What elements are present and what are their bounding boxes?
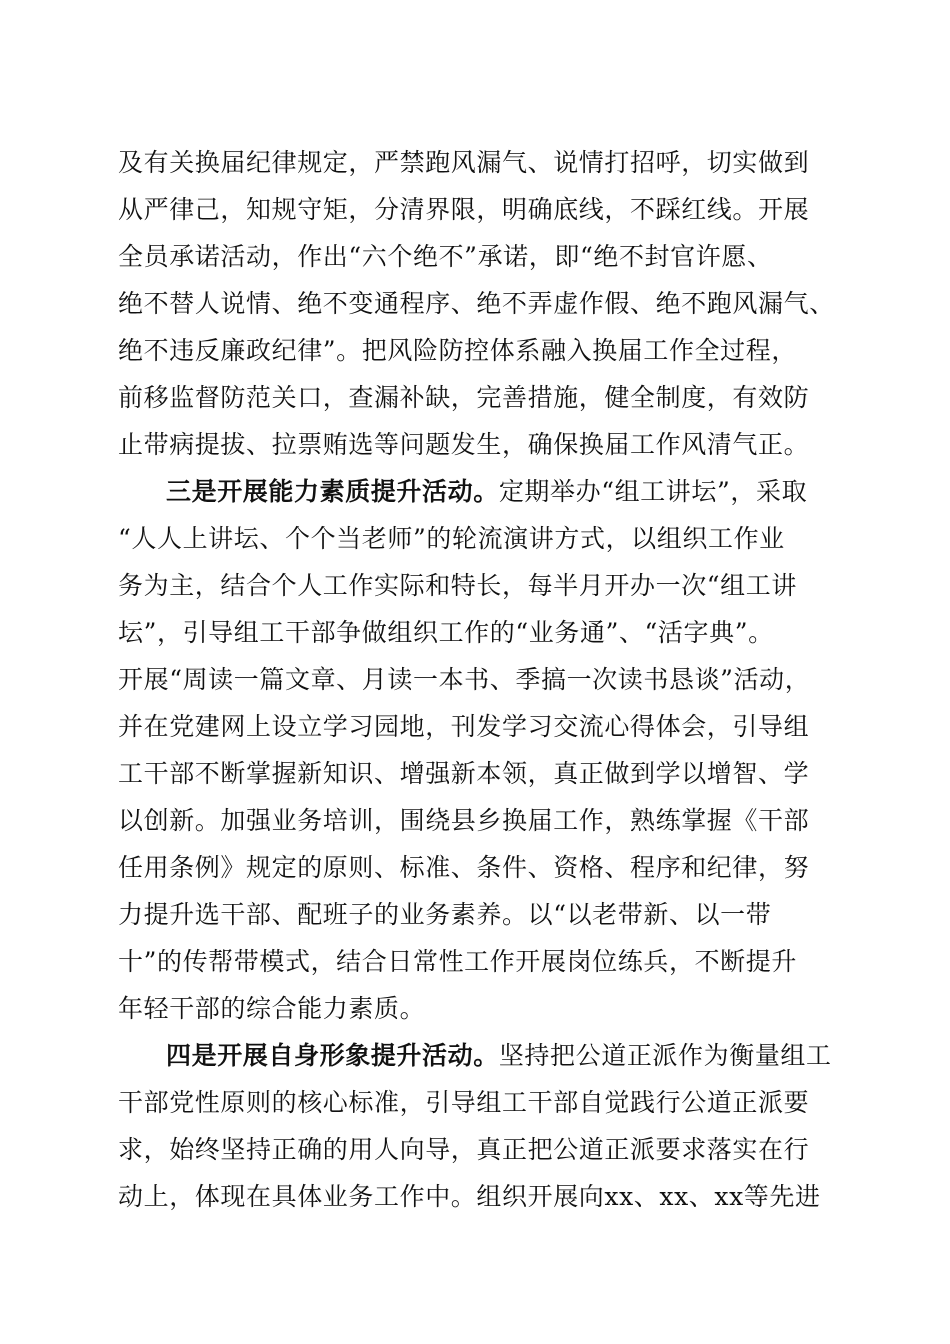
text-line	[118, 1032, 838, 1079]
text-line: 绝不违反廉政纪律”。把风险防控体系融入换届工作全过程，	[118, 336, 797, 365]
text-line: 务为主，结合个人工作实际和特长，每半月开办一次“组工讲	[118, 571, 797, 600]
text-segment: 定期举办“组工讲坛”，采取	[498, 477, 808, 506]
text-line: 十”的传帮带模式，结合日常性工作开展岗位练兵，不断提升	[118, 947, 797, 976]
text-line: 坛”，引导组工干部争做组织工作的“业务通”、“活字典”。	[118, 618, 774, 647]
paragraph-heading: 三是开展能力素质提升活动。	[166, 477, 499, 506]
text-line: 动上，体现在具体业务工作中。组织开展向xx、xx、xx等先进	[118, 1182, 821, 1211]
text-line: “人人上讲坛、个个当老师”的轮流演讲方式，以组织工作业	[118, 524, 785, 553]
text-line: 绝不替人说情、绝不变通程序、绝不弄虚作假、绝不跑风漏气、	[118, 289, 835, 318]
paragraph-ability-improvement	[118, 468, 838, 1032]
text-line: 从严律己，知规守矩，分清界限，明确底线，不踩红线。开展	[118, 195, 810, 224]
text-line: 工干部不断掌握新知识、增强新本领，真正做到学以增智、学	[118, 759, 810, 788]
text-line: 任用条例》规定的原则、标准、条件、资格、程序和纪律，努	[118, 853, 810, 882]
paragraph-heading: 四是开展自身形象提升活动。	[166, 1041, 499, 1070]
text-line: 全员承诺活动，作出“六个绝不”承诺，即“绝不封官许愿、	[118, 242, 773, 271]
text-line: 止带病提拔、拉票贿选等问题发生，确保换届工作风清气正。	[118, 430, 810, 459]
text-line: 前移监督防范关口，查漏补缺，完善措施，健全制度，有效防	[118, 383, 810, 412]
text-line: 干部党性原则的核心标准，引导组工干部自觉践行公道正派要	[118, 1088, 810, 1117]
paragraph-image-improvement	[118, 1032, 838, 1220]
paragraph-discipline	[118, 139, 838, 468]
text-line: 力提升选干部、配班子的业务素养。以“以老带新、以一带	[118, 900, 772, 929]
text-line: 以创新。加强业务培训，围绕县乡换届工作，熟练掌握《干部	[118, 806, 810, 835]
text-line: 年轻干部的综合能力素质。	[118, 994, 426, 1023]
text-line	[118, 468, 838, 515]
text-line: 及有关换届纪律规定，严禁跑风漏气、说情打招呼，切实做到	[118, 148, 810, 177]
text-line: 并在党建网上设立学习园地，刊发学习交流心得体会，引导组	[118, 712, 810, 741]
text-line: 求，始终坚持正确的用人向导，真正把公道正派要求落实在行	[118, 1135, 810, 1164]
text-segment: 坚持把公道正派作为衡量组工	[498, 1041, 832, 1070]
text-line: 开展“周读一篇文章、月读一本书、季搞一次读书恳谈”活动，	[118, 665, 811, 694]
document-body	[118, 139, 838, 1220]
